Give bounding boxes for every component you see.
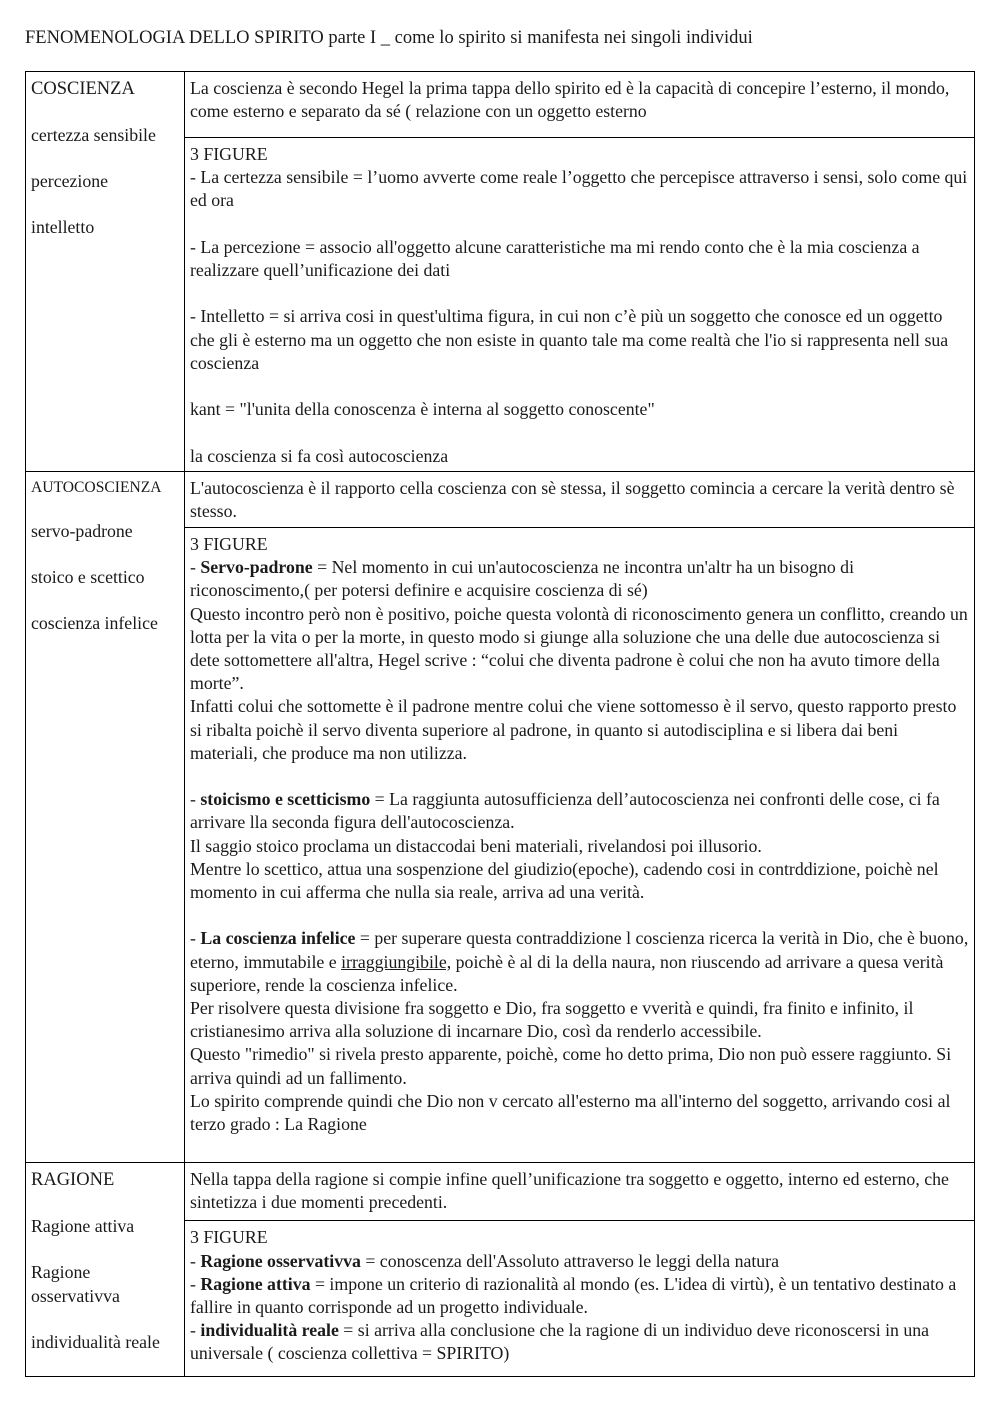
autocoscienza-intro: L'autocoscienza è il rapporto cella coscienza con sè stessa, il soggetto comincia a cercare la verità dentro sè stesso.: [190, 478, 955, 522]
autocoscienza-figures-cell: [185, 528, 975, 1163]
coscienza-item: percezione: [31, 171, 108, 191]
figures-heading: 3 FIGURE: [190, 534, 268, 554]
ragione-row-intro: [26, 1163, 975, 1221]
figure-paragraph: - Ragione attiva = impone un criterio di razionalità al mondo (es. L'idea di virtù), è un tentativo destinato a fallire in quanto corrisponde ad un progetto individuale.: [190, 1273, 957, 1318]
figures-heading: 3 FIGURE: [190, 1227, 268, 1248]
autocoscienza-item: servo-padrone: [31, 521, 133, 541]
coscienza-item: intelletto: [31, 217, 95, 237]
ragione-figures-cell: [185, 1221, 975, 1377]
figure-paragraph: - stoicismo e scetticismo = La raggiunta autosufficienza dell’autocoscienza nei confronti delle cose, ci fa arrivare lla seconda figura dell'autocoscienza.: [190, 789, 940, 833]
ragione-sidebar: [26, 1163, 185, 1377]
figure-paragraph: Infatti colui che sottomette è il padrone mentre colui che viene sottomesso è il servo, questo rapporto presto si ribalta poichè il servo diventa superiore al padrone, in quanto si autodisciplina e si libera dai beni materiali, che produce ma non utilizza.: [190, 696, 957, 763]
ragione-intro: Nella tappa della ragione si compie infine quell’unificazione tra soggetto e oggetto, interno ed esterno, che sintetizza i due momenti precedenti.: [190, 1169, 949, 1213]
autocoscienza-item: coscienza infelice: [31, 613, 158, 633]
figure-label: La coscienza infelice: [200, 928, 356, 949]
coscienza-intro: La coscienza è secondo Hegel la prima tappa dello spirito ed è la capacità di concepire l’esterno, il mondo, come esterno e separato da sé ( relazione con un oggetto esterno: [190, 78, 950, 122]
figure-text: = si arriva alla conclusione che la ragione di un individuo deve riconoscersi in una universale ( coscienza collettiva = SPIRITO): [190, 1320, 930, 1364]
figure-text: = La raggiunta autosufficienza dell’autocoscienza nei confronti delle cose, ci fa arrivare lla seconda figura dell'autocoscienza.: [190, 789, 940, 833]
underlined-word: irraggiungibile,: [341, 951, 452, 972]
coscienza-title: COSCIENZA: [31, 79, 135, 99]
figure-paragraph: Mentre lo scettico, attua una sospenzione del giudizio(epoche), cadendo cosi in contrddizione, poichè nel momento in cui afferma che nulla sia reale, arriva ad una verità.: [190, 858, 939, 903]
figure-text: = per superare questa contraddizione l coscienza ricerca la verità in Dio, che è buono, eterno, immutabile e: [190, 928, 969, 972]
figure-paragraph: - La coscienza infelice = per superare questa contraddizione l coscienza ricerca la verità in Dio, che è buono, eterno, immutabile e irraggiungibile, poichè è al di la della naura, non riuscendo ad arrivare a quesa verità superiore, rende la coscienza infelice.: [190, 928, 969, 995]
figure-label: Ragione attiva: [200, 1273, 311, 1294]
coscienza-intro-cell: [185, 72, 975, 138]
coscienza-row-intro: [26, 72, 975, 138]
document-title: FENOMENOLOGIA DELLO SPIRITO parte I _ come lo spirito si manifesta nei singoli individui: [25, 28, 753, 48]
figure-paragraph: Questo "rimedio" si rivela presto apparente, poichè, come ho detto prima, Dio non può essere raggiunto. Si arriva quindi ad un fallimento.: [190, 1044, 952, 1088]
figure-label: individualità reale: [200, 1320, 339, 1341]
figure-paragraph: - Ragione osservativva = conoscenza dell'Assoluto attraverso le leggi della natura: [190, 1250, 779, 1271]
ragione-item: individualità reale: [31, 1332, 160, 1352]
figure-text: = impone un criterio di razionalità al mondo (es. L'idea di virtù), è un tentativo destinato a fallire in quanto corrisponde ad un progetto individuale.: [190, 1273, 957, 1318]
ragione-item: Ragione attiva: [31, 1216, 135, 1236]
figure-paragraph: Lo spirito comprende quindi che Dio non v cercato all'esterno ma all'interno del soggetto, arrivando cosi al terzo grado : La Ragione: [190, 1090, 951, 1135]
figure-paragraph: - La certezza sensibile = l’uomo avverte come reale l’oggetto che percepisce attraverso i sensi, solo come qui ed ora: [190, 167, 968, 211]
ragione-intro-cell: [185, 1163, 975, 1221]
figure-paragraph: - Intelletto = si arriva cosi in quest'ultima figura, in cui non c’è più un soggetto che conosce ed un oggetto che gli è esterno ma un oggetto che non esiste in quanto tale ma come realtà che l'io si rappresenta nell sua coscienza: [190, 306, 949, 373]
autocoscienza-intro-cell: [185, 472, 975, 528]
figure-label: Servo-padrone: [200, 557, 313, 578]
figure-paragraph: - La percezione = associo all'oggetto alcune caratteristiche ma mi rendo conto che è la mia coscienza a realizzare quell’unificazione dei dati: [190, 236, 920, 280]
ragione-title: RAGIONE: [31, 1170, 115, 1190]
coscienza-sidebar: [26, 72, 185, 472]
ragione-item: Ragione osservativva: [31, 1262, 120, 1306]
conclusion-paragraph: la coscienza si fa così autocoscienza: [190, 445, 449, 466]
figure-paragraph: Il saggio stoico proclama un distaccodai beni materiali, rivelandosi poi illusorio.: [190, 835, 762, 856]
quote-paragraph: kant = "l'unita della conoscenza è interna al soggetto conoscente": [190, 399, 655, 420]
autocoscienza-title: AUTOCOSCIENZA: [31, 479, 162, 496]
figure-paragraph: - Servo-padrone = Nel momento in cui un'autocoscienza ne incontra un'altr ha un bisogno di riconoscimento,( per potersi definire e acquisire coscienza di sé): [190, 557, 855, 601]
autocoscienza-row-intro: [26, 472, 975, 528]
coscienza-item: certezza sensibile: [31, 125, 156, 145]
figure-text: = conoscenza dell'Assoluto attraverso le leggi della natura: [360, 1250, 779, 1271]
figure-label: stoicismo e scetticismo: [200, 789, 371, 810]
notes-table: [25, 71, 975, 1377]
figure-paragraph: - individualità reale = si arriva alla conclusione che la ragione di un individuo deve riconoscersi in una universale ( coscienza collettiva = SPIRITO): [190, 1320, 930, 1364]
coscienza-figures-cell: [185, 138, 975, 472]
autocoscienza-sidebar: [26, 472, 185, 1163]
autocoscienza-item: stoico e scettico: [31, 567, 145, 587]
figure-paragraph: Questo incontro però non è positivo, poiche questa volontà di riconoscimento genera un conflitto, creando un lotta per la vita o per la morte, in questo modo si giunge alla soluzione che una delle due autocoscienza si dete sottomettere all'altra, Hegel scrive : “colui che diventa padrone è colui che non ha avuto timore della morte”.: [190, 603, 968, 694]
figures-heading: 3 FIGURE: [190, 144, 268, 164]
figure-label: Ragione osservativva: [200, 1250, 361, 1271]
figure-text: poichè è al di la della naura, non riuscendo ad arrivare a quesa verità superiore, rende la coscienza infelice.: [190, 951, 944, 995]
figure-text: = Nel momento in cui un'autocoscienza ne incontra un'altr ha un bisogno di riconoscimento,( per potersi definire e acquisire coscienza di sé): [190, 557, 855, 601]
figure-paragraph: Per risolvere questa divisione fra soggetto e Dio, fra soggetto e vverità e quindi, fra finito e infinito, il cristianesimo arriva alla soluzione di incarnare Dio, così da renderlo accessibile.: [190, 998, 914, 1042]
